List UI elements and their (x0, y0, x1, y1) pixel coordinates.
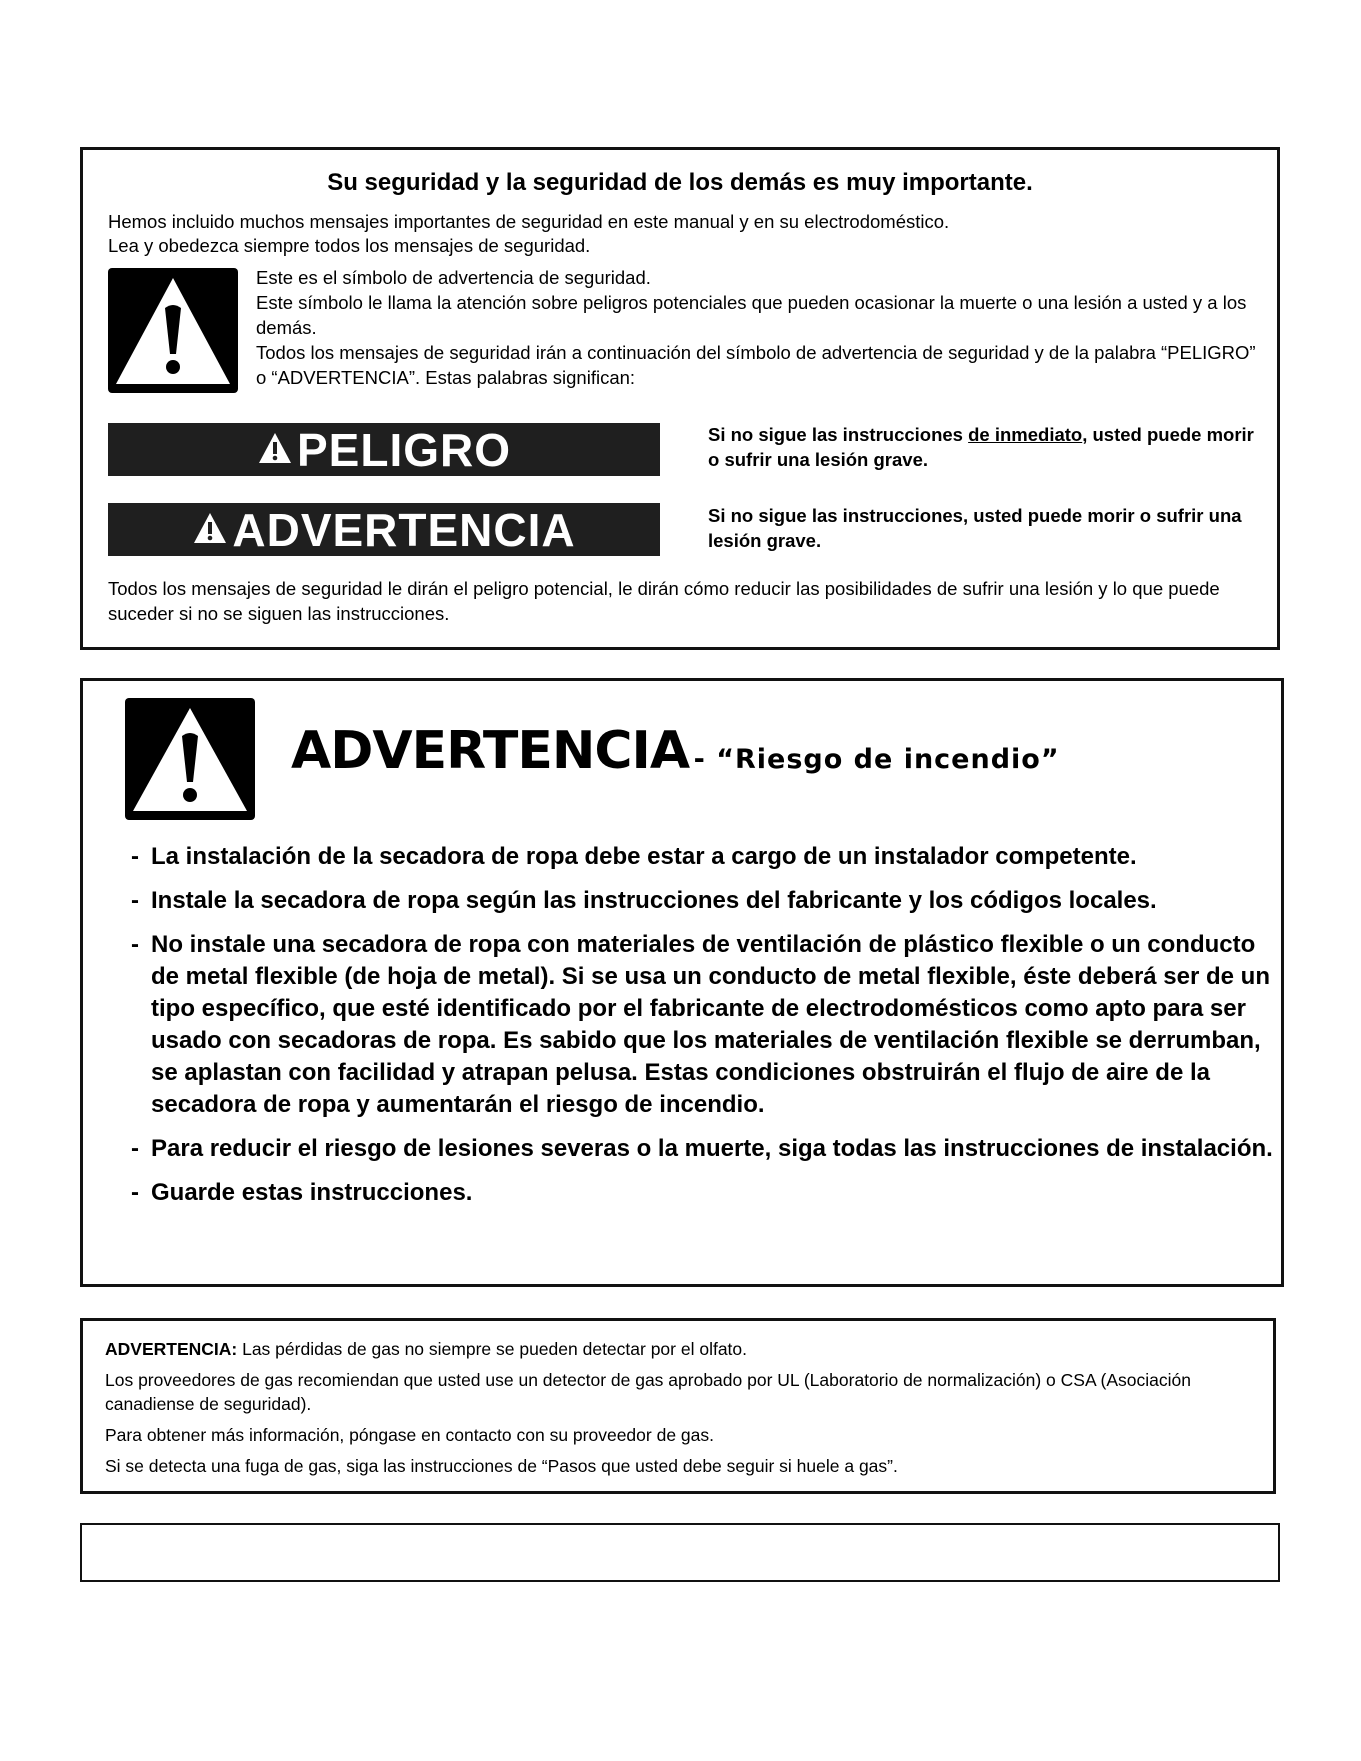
warning-triangle-icon (192, 502, 228, 557)
advertencia-signal-bar (108, 503, 660, 556)
warning-subheading: - “Riesgo de incendio” (693, 744, 1060, 775)
list-item: - La instalación de la secadora de ropa debe estar a cargo de un instalador competente. (131, 841, 1281, 873)
fire-warning-list (131, 841, 1281, 1221)
list-item: - Guarde estas instrucciones. (131, 1177, 1281, 1209)
warning-heading: ADVERTENCIA (291, 721, 690, 781)
list-item: - No instale una secadora de ropa con materiales de ventilación de plástico flexible o un conducto de metal flexible (de hoja de metal). Si se usa un conducto de metal flexible, éste deberá ser de un tipo específico, que esté identificado por el fabricante de electrodomésticos como apto para ser usado con secadoras de ropa. Es sabido que los materiales de ventilación flexible se derrumban, se aplastan con facilidad y atrapan pelusa. Estas condiciones obstruirán el flujo de aire de la secadora de ropa y aumentarán el riesgo de incendio. (131, 929, 1281, 1121)
warning-triangle-icon (108, 268, 238, 393)
symbol-description: Este es el símbolo de advertencia de seguridad. Este símbolo le llama la atención sobre peligros potenciales que pueden ocasionar la muerte o una lesión a usted y a los demás. Todos los mensajes de seguridad irán a continuación del símbolo de advertencia de seguridad y de la palabra “PELIGRO” o “ADVERTENCIA”. Estas palabras significan: (256, 267, 1256, 388)
gas-warning-line-3: Para obtener más información, póngase en contacto con su proveedor de gas. (105, 1425, 714, 1445)
warning-triangle-icon (257, 422, 293, 477)
gas-warning-line-4: Si se detecta una fuga de gas, siga las instrucciones de “Pasos que usted debe seguir si huele a gas”. (105, 1456, 898, 1476)
safety-footer: Todos los mensajes de seguridad le dirán el peligro potencial, le dirán cómo reducir las posibilidades de sufrir una lesión y lo que puede suceder si no se siguen las instrucciones. (108, 578, 1220, 624)
peligro-meaning: Si no sigue las instrucciones de inmediato, usted puede morir o sufrir una lesión grave. (708, 424, 1254, 470)
safety-info-box (80, 147, 1280, 650)
gas-leak-warning-box (80, 1318, 1276, 1494)
list-item: - Para reducir el riesgo de lesiones severas o la muerte, siga todas las instrucciones de instalación. (131, 1133, 1281, 1165)
peligro-label: PELIGRO (296, 424, 512, 476)
gas-warning-line-1: ADVERTENCIA: Las pérdidas de gas no siempre se pueden detectar por el olfato. (105, 1339, 748, 1359)
gas-warning-content (105, 1337, 1265, 1485)
warning-triangle-icon (125, 698, 255, 820)
list-item: - Instale la secadora de ropa según las instrucciones del fabricante y los códigos locales. (131, 885, 1281, 917)
intro-line-1: Hemos incluido muchos mensajes importantes de seguridad en este manual y en su electrodoméstico. (108, 211, 950, 232)
safety-intro (108, 210, 949, 258)
advertencia-label: ADVERTENCIA (232, 504, 576, 556)
empty-box (80, 1523, 1280, 1582)
fire-risk-warning-box (80, 678, 1284, 1287)
peligro-signal-bar (108, 423, 660, 476)
gas-warning-line-2: Los proveedores de gas recomiendan que usted use un detector de gas aprobado por UL (Laboratorio de normalización) o CSA (Asociación canadiense de seguridad). (105, 1370, 1191, 1414)
fire-warning-heading (291, 721, 1060, 781)
advertencia-meaning: Si no sigue las instrucciones, usted puede morir o sufrir una lesión grave. (708, 505, 1242, 551)
safety-title: Su seguridad y la seguridad de los demás es muy importante. (327, 169, 1033, 196)
intro-line-2: Lea y obedezca siempre todos los mensajes de seguridad. (108, 235, 591, 256)
